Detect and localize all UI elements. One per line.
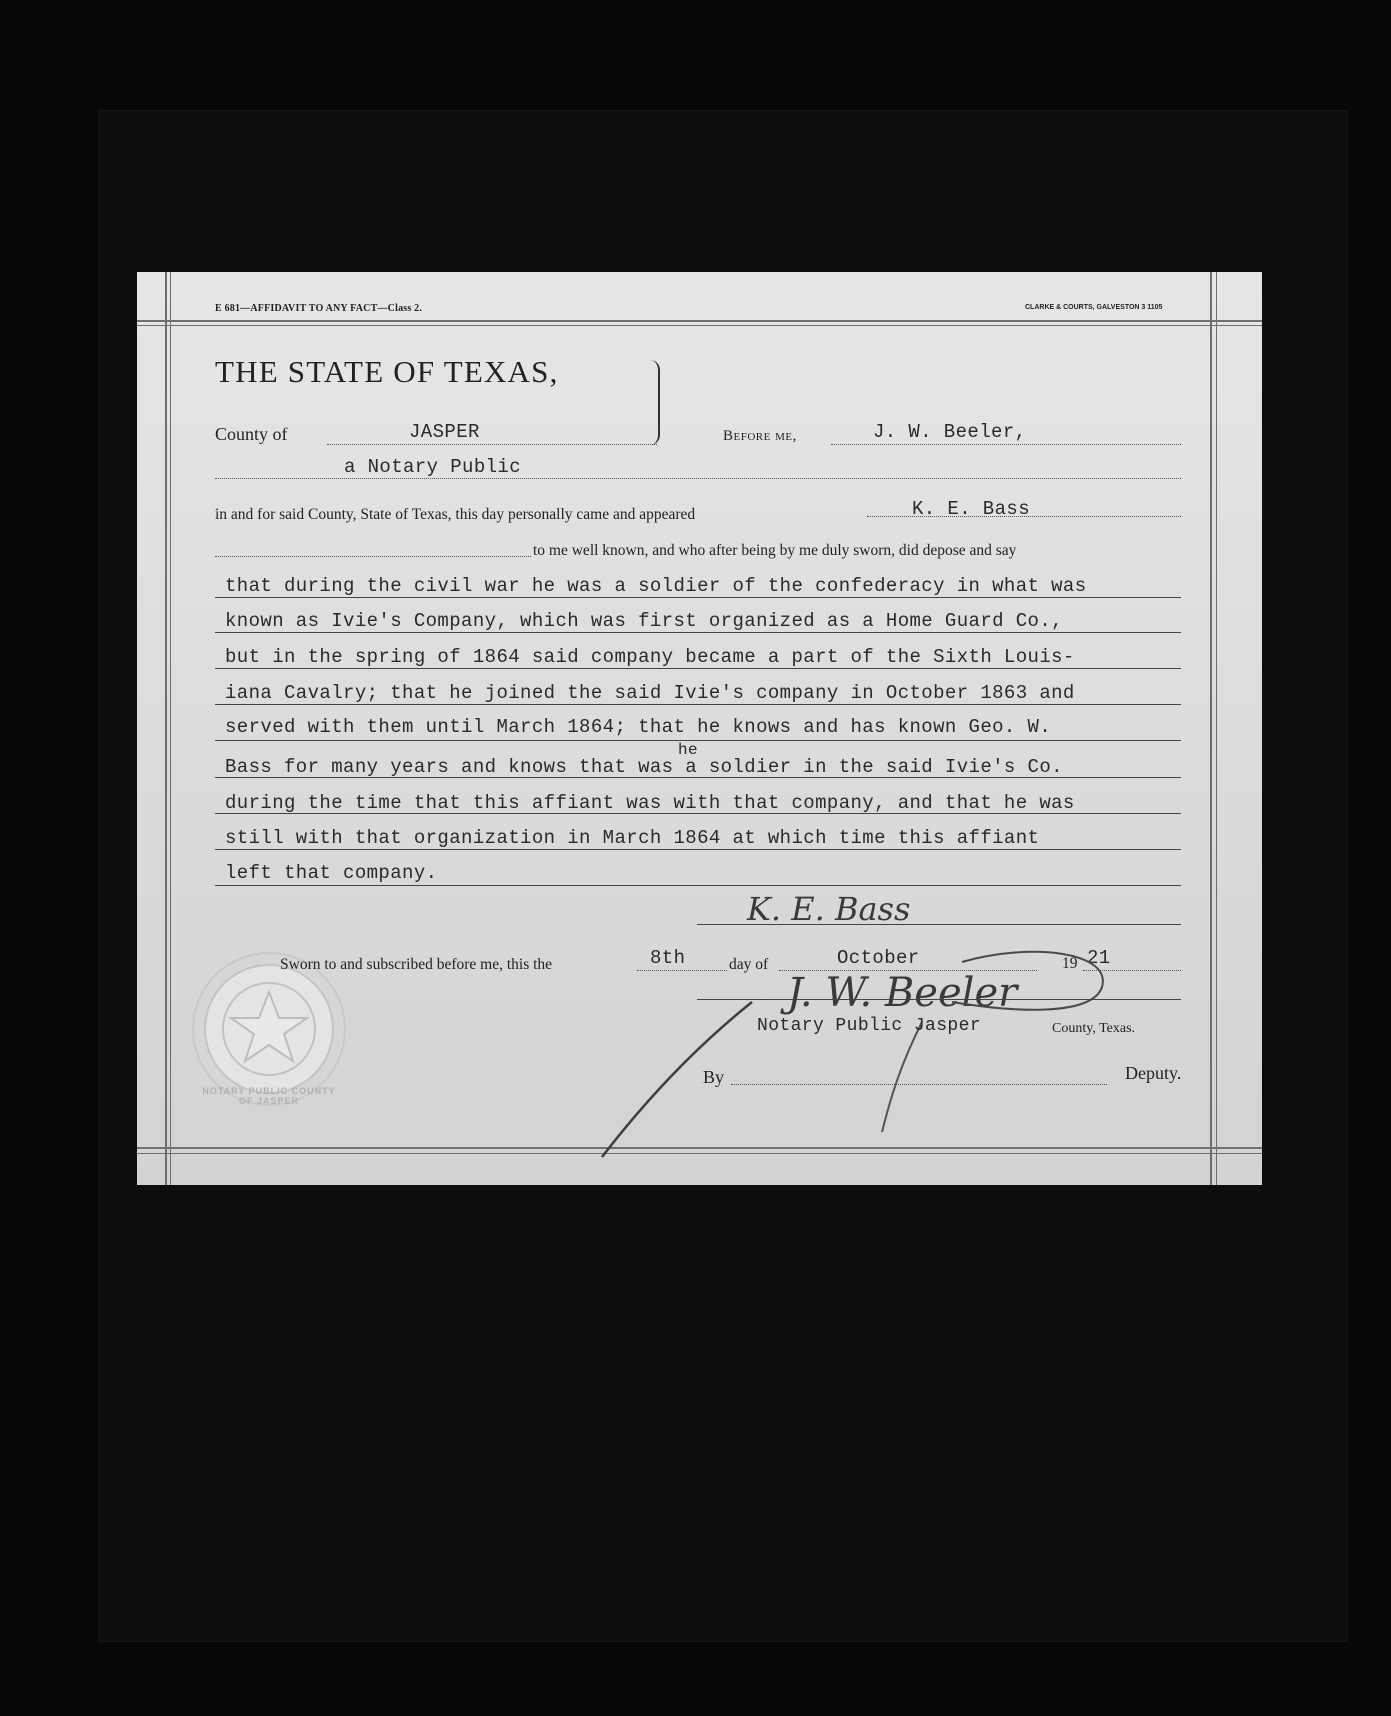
border-line-left xyxy=(165,272,167,1185)
statement-line: served with them until March 1864; that he knows and has known Geo. W. xyxy=(225,716,1052,738)
notary-seal xyxy=(192,952,346,1106)
statement-line: left that company. xyxy=(225,862,438,884)
notary-signature: J. W. Beeler xyxy=(787,970,1018,1016)
form-number: E 681—AFFIDAVIT TO ANY FACT—Class 2. xyxy=(215,303,423,314)
statement-line: still with that organization in March 1864 at which time this affiant xyxy=(225,827,1040,849)
signature-flourish xyxy=(592,932,1152,1162)
affidavit-document xyxy=(137,272,1262,1185)
before-me-field-line xyxy=(831,444,1181,445)
county-field-line xyxy=(327,444,657,445)
affiant-signature: K. E. Bass xyxy=(747,890,911,928)
star-icon xyxy=(194,954,344,1104)
county-texas-label: County, Texas. xyxy=(1052,1021,1136,1036)
month-value: October xyxy=(837,947,920,969)
brace-mark xyxy=(648,360,660,445)
deputy-field-line xyxy=(731,1084,1107,1085)
border-line-left-inner xyxy=(170,272,171,1185)
year-value: 21 xyxy=(1087,947,1111,969)
border-line-right xyxy=(1210,272,1212,1185)
affiant-signature-line xyxy=(697,924,1181,925)
seal-text: NOTARY PUBLIC COUNTY OF JASPER xyxy=(202,1086,336,1106)
statement-rule xyxy=(215,632,1181,633)
statement-rule xyxy=(215,704,1181,705)
notary-title-value: a Notary Public xyxy=(344,456,522,478)
statement-line: known as Ivie's Company, which was first organized as a Home Guard Co., xyxy=(225,610,1063,632)
statement-rule xyxy=(215,597,1181,598)
statement-insertion: he xyxy=(678,741,699,759)
statement-line: but in the spring of 1864 said company became a part of the Sixth Louis- xyxy=(225,646,1075,668)
statement-rule xyxy=(215,849,1181,850)
day-of-label: day of xyxy=(729,956,769,973)
before-me-label: Before me, xyxy=(723,428,797,444)
deputy-label: Deputy. xyxy=(1125,1063,1182,1083)
well-known-label: to me well known, and who after being by me duly sworn, did depose and say xyxy=(533,542,1017,559)
statement-line: during the time that this affiant was with that company, and that he was xyxy=(225,792,1075,814)
county-label: County of xyxy=(215,424,288,444)
statement-line: that during the civil war he was a soldier of the confederacy in what was xyxy=(225,575,1087,597)
border-line-top xyxy=(137,320,1262,322)
appeared-label: in and for said County, State of Texas, this day personally came and appeared xyxy=(215,506,696,523)
appeared-value: K. E. Bass xyxy=(912,498,1031,520)
before-me-value: J. W. Beeler, xyxy=(873,421,1027,443)
well-known-field-line xyxy=(215,556,531,557)
statement-line: Bass for many years and knows that was a soldier in the said Ivie's Co. xyxy=(225,756,1063,778)
border-line-top-inner xyxy=(137,325,1262,326)
statement-rule xyxy=(215,668,1181,669)
county-value: JASPER xyxy=(409,421,480,443)
page-title: THE STATE OF TEXAS, xyxy=(215,354,559,389)
year-prefix: 19 xyxy=(1062,955,1078,972)
statement-line: iana Cavalry; that he joined the said Ivie's company in October 1863 and xyxy=(225,682,1075,704)
notary-title-line xyxy=(215,478,1181,479)
day-value: 8th xyxy=(650,947,686,969)
notary-signature-line xyxy=(697,999,1181,1000)
border-line-right-inner xyxy=(1216,272,1217,1185)
printer-mark: CLARKE & COURTS, GALVESTON 3 1105 xyxy=(1025,304,1163,311)
statement-rule xyxy=(215,885,1181,886)
by-label: By xyxy=(703,1067,725,1087)
sworn-label: Sworn to and subscribed before me, this the xyxy=(280,956,553,973)
notary-line-value: Notary Public Jasper xyxy=(757,1016,982,1036)
